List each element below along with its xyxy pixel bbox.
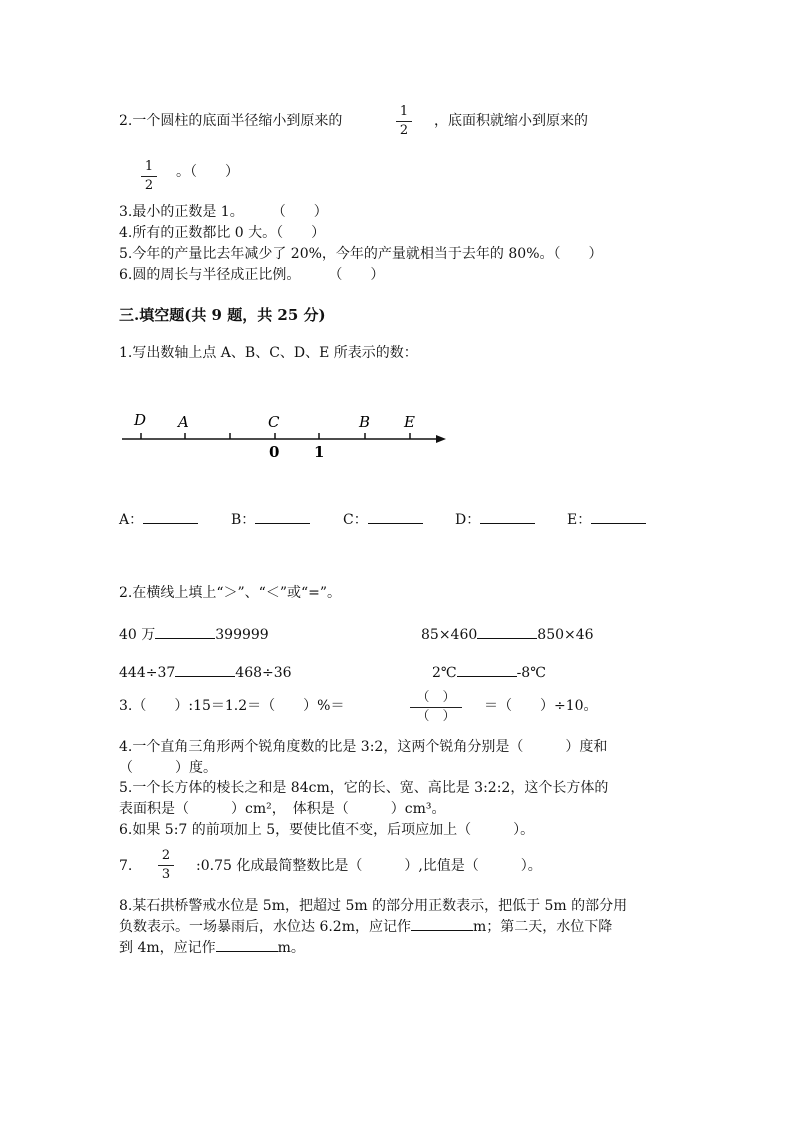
- q2-fraction-2: 1 2: [141, 159, 157, 194]
- answer-a: A：: [119, 509, 198, 530]
- q2-text-part-a: 2.一个圆柱的底面半径缩小到原来的: [119, 113, 343, 129]
- answer-d: D：: [455, 509, 535, 530]
- compare-row2-left: 444÷37 468÷36: [119, 662, 292, 683]
- point-label-c: C: [268, 413, 280, 431]
- point-label-a: A: [178, 413, 189, 431]
- point-label-b: B: [359, 413, 371, 431]
- number-line: [110, 405, 455, 465]
- answer-c-blank[interactable]: [368, 509, 423, 524]
- s3-q1-text: 1.写出数轴上点 A、B、C、D、E 所表示的数：: [119, 345, 418, 361]
- s3-q3-text-b: ＝（ ）÷10。: [484, 698, 598, 714]
- s3-q8-line3: 到 4m，应记作 m。: [119, 937, 305, 958]
- tick-label-one: 1: [314, 443, 325, 461]
- tick-label-zero: 0: [269, 443, 280, 461]
- compare-blank[interactable]: [477, 624, 537, 639]
- answer-e: E：: [567, 509, 646, 530]
- s3-q5-line1: 5.一个长方体的棱长之和是 84cm，它的长、宽、高比是 3:2:2，这个长方体的: [119, 780, 609, 796]
- point-label-d: D: [134, 411, 147, 429]
- q5-statement: 5.今年的产量比去年减少了 20%，今年的产量就相当于去年的 80%。（ ）: [119, 246, 603, 262]
- answer-d-blank[interactable]: [480, 509, 535, 524]
- q2-fraction-1: 1 2: [396, 104, 412, 139]
- q2-text-part-c: 。（ ）: [176, 164, 239, 180]
- s3-q8-line1: 8.某石拱桥警戒水位是 5m，把超过 5m 的部分用正数表示，把低于 5m 的部分用: [119, 898, 628, 914]
- s3-q7-fraction: 2 3: [158, 848, 174, 883]
- q2-text-part-b: ，底面积就缩小到原来的: [434, 113, 588, 129]
- s3-q7-number: 7.: [119, 858, 133, 874]
- answer-b: B：: [231, 509, 310, 530]
- s3-q4-line2: （ ）度。: [119, 760, 217, 776]
- s3-q7-text: :0.75 化成最简整数比是（ ）,比值是（ ）。: [196, 858, 542, 874]
- s3-q3-text-a: 3.（ ）:15＝1.2＝（ ）%＝: [119, 698, 345, 714]
- s3-q2-text: 2.在横线上填上“＞”、“＜”或“=”。: [119, 585, 342, 601]
- compare-blank[interactable]: [155, 624, 215, 639]
- section3-heading: 三.填空题(共 9 题，共 25 分): [119, 306, 326, 324]
- compare-row1-right: 85×460 850×46: [421, 624, 594, 645]
- s3-q8-line2: 负数表示。一场暴雨后，水位达 6.2m，应记作 m；第二天，水位下降: [119, 916, 612, 937]
- q4-statement: 4.所有的正数都比 0 大。（ ）: [119, 225, 326, 241]
- compare-blank[interactable]: [175, 662, 235, 677]
- s3-q6-text: 6.如果 5:7 的前项加上 5，要使比值不变，后项应加上（ ）。: [119, 822, 535, 838]
- q8-blank-2[interactable]: [216, 937, 278, 952]
- q3-statement: 3.最小的正数是 1。 （ ）: [119, 204, 328, 220]
- s3-q4-line1: 4.一个直角三角形两个锐角度数的比是 3:2，这两个锐角分别是（ ）度和: [119, 739, 608, 755]
- q6-statement: 6.圆的周长与半径成正比例。 （ ）: [119, 267, 385, 283]
- answer-b-blank[interactable]: [255, 509, 310, 524]
- compare-blank[interactable]: [457, 662, 517, 677]
- answer-c: C：: [343, 509, 423, 530]
- number-line-arrow: [436, 435, 446, 443]
- point-label-e: E: [404, 413, 415, 431]
- s3-q3-fraction: （ ） （ ）: [410, 690, 462, 725]
- q8-blank-1[interactable]: [411, 916, 473, 931]
- compare-row1-left: 40 万 399999: [119, 624, 269, 645]
- s3-q5-line2: 表面积是（ ）cm²， 体积是（ ）cm³。: [119, 801, 446, 817]
- answer-e-blank[interactable]: [591, 509, 646, 524]
- answer-a-blank[interactable]: [143, 509, 198, 524]
- compare-row2-right: 2℃ -8℃: [432, 662, 546, 683]
